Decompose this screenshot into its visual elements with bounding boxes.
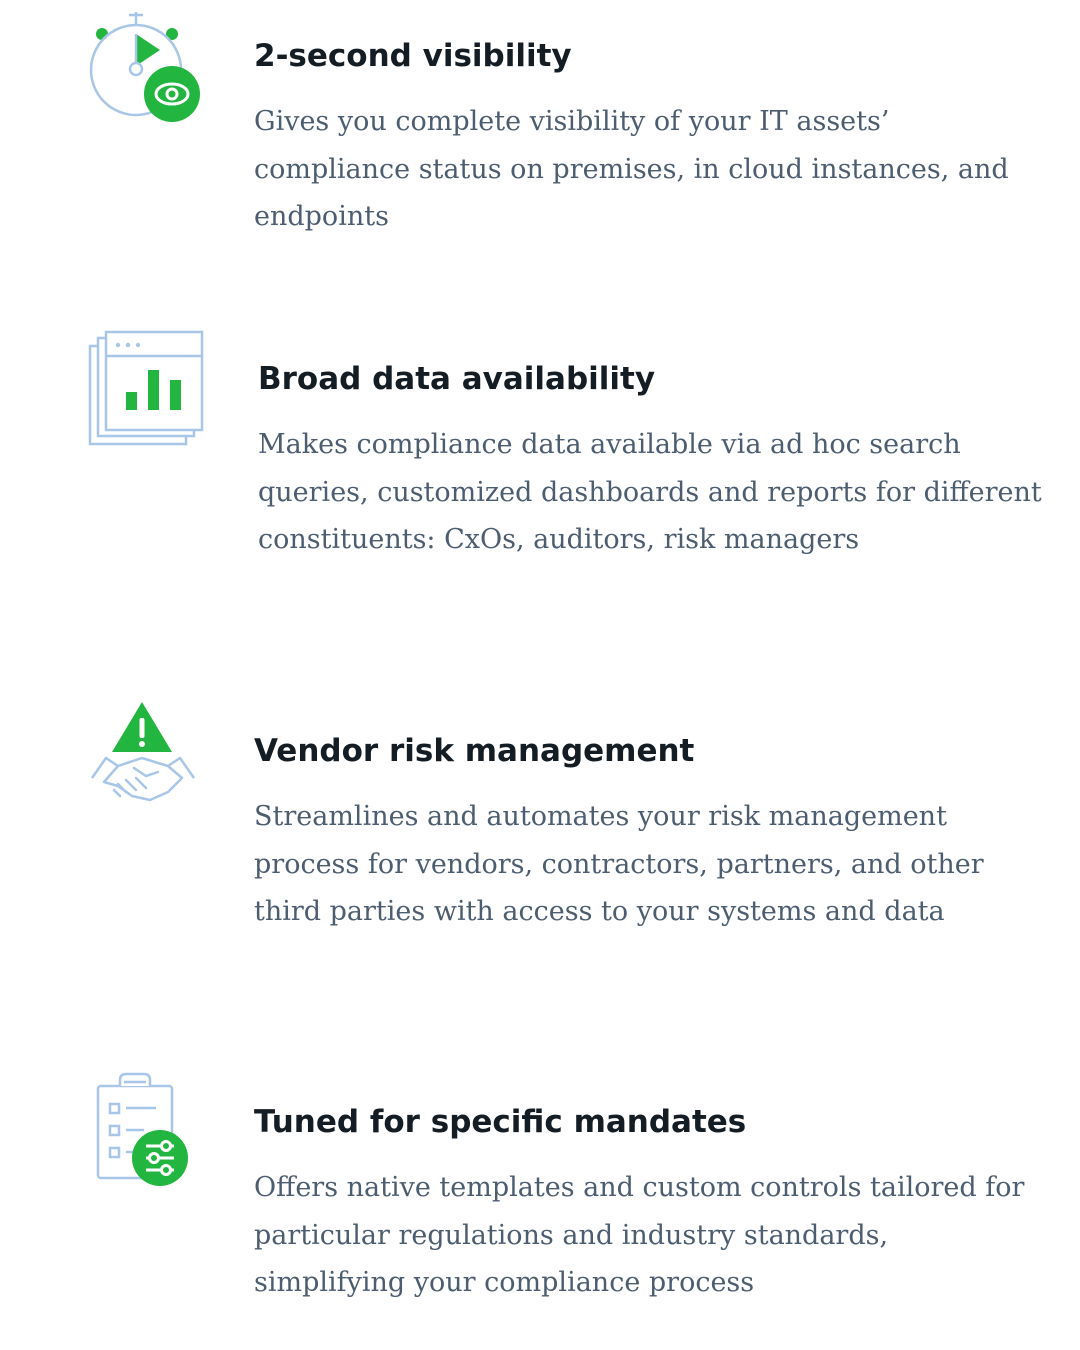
feature-description: Streamlines and automates your risk management process for vendors, contractors, partners, and other third parties with access to your systems and data (254, 801, 984, 927)
feature-description: Gives you complete visibility of your IT assets’ compliance status on premises, in cloud instances, and endpoints (254, 106, 1009, 232)
feature-description: Makes compliance data available via ad hoc search queries, customized dashboards and reports for different constituents: CxOs, auditors, risk managers (258, 429, 1042, 555)
handshake-warning-icon (84, 696, 208, 820)
dashboard-bar-chart-icon (84, 328, 208, 452)
feature-title: Vendor risk management (254, 733, 695, 769)
feature-title: Broad data availability (258, 361, 656, 397)
feature-description: Offers native templates and custom controls tailored for particular regulations and industry standards, simplifying your compliance process (254, 1172, 1025, 1298)
clipboard-sliders-icon (84, 1070, 208, 1194)
feature-title: 2-second visibility (254, 38, 572, 74)
stopwatch-eye-icon (84, 8, 208, 132)
feature-title: Tuned for specific mandates (254, 1104, 747, 1140)
